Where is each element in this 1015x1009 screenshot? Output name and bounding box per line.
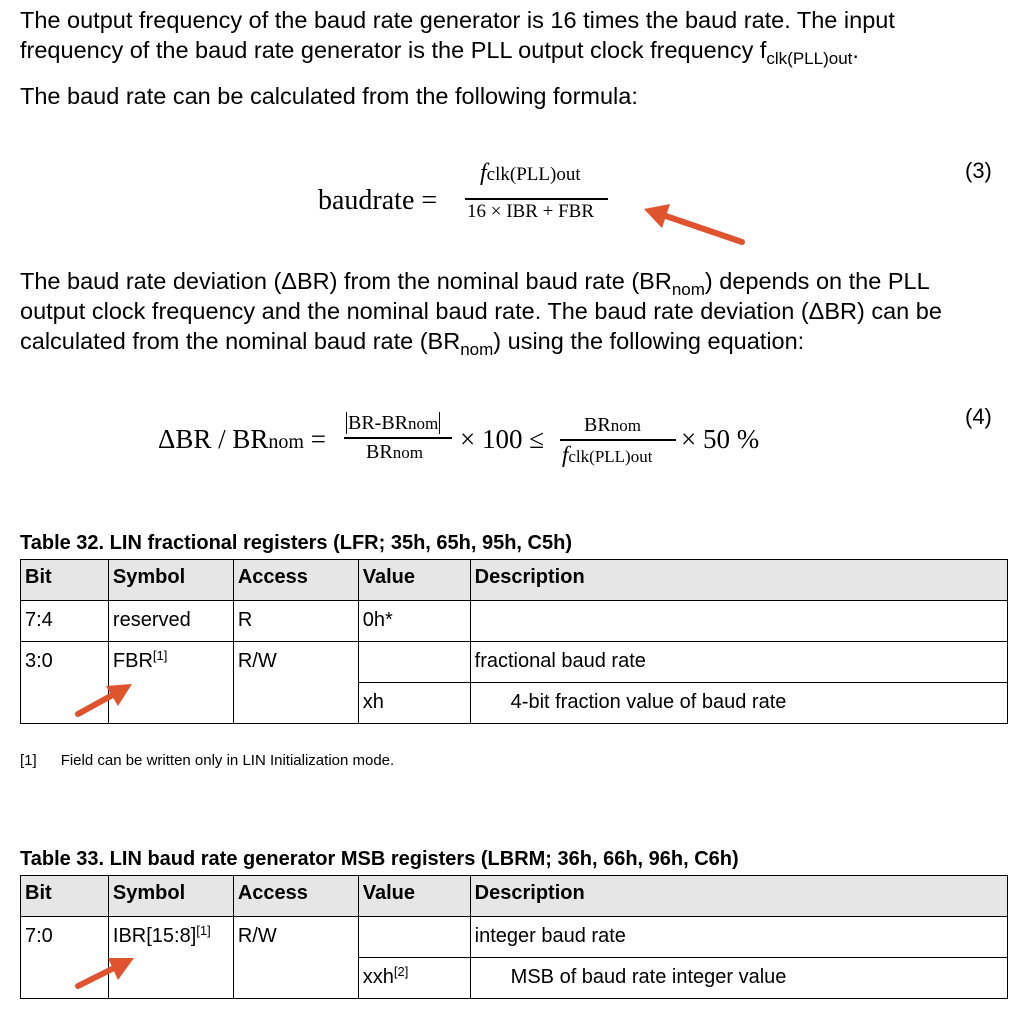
- table33-header-row: [21, 876, 1008, 917]
- col-header-description: Description: [470, 876, 1007, 917]
- cell-symbol: reserved: [108, 601, 233, 642]
- footnote-ref: [1]: [196, 923, 211, 938]
- footnote: [20, 752, 394, 769]
- eq3-lhs: baudrate =: [318, 185, 438, 216]
- col-header-value: Value: [358, 876, 470, 917]
- intro-paragraph: [20, 5, 1005, 68]
- cell-bit: 7:4: [21, 601, 109, 642]
- eq4-tail: × 50 %: [681, 424, 760, 454]
- cell-bit: 7:0: [21, 917, 109, 999]
- col-header-value: Value: [358, 560, 470, 601]
- arrow-annotation-icon: [70, 678, 140, 723]
- symbol-text: IBR[15:8]: [112, 925, 197, 947]
- footnote-ref: [1]: [152, 648, 168, 663]
- cell-description: integer baud rate: [470, 917, 1007, 958]
- eq4-f1-den-sub: nom: [392, 443, 423, 462]
- deviation-line-3: [20, 326, 1005, 359]
- eq4-frac1-denominator: [366, 441, 423, 464]
- period: .: [852, 37, 859, 63]
- arrow-annotation-icon: [640, 200, 750, 250]
- dev-l1-sub: nom: [671, 280, 705, 299]
- intro-line-1: The output frequency of the baud rate generator is 16 times the baud rate. The input: [20, 7, 895, 33]
- cell-description: 4-bit fraction value of baud rate: [470, 683, 1007, 724]
- table32-caption: Table 32. LIN fractional registers (LFR; 35h, 65h, 95h, C5h): [20, 532, 572, 554]
- col-header-bit: Bit: [21, 560, 109, 601]
- col-header-access: Access: [233, 876, 358, 917]
- table33: [20, 875, 1008, 999]
- cell-value: [358, 917, 470, 958]
- eq3-fraction-bar: [465, 198, 608, 200]
- eq3-number: (3): [965, 158, 992, 183]
- eq4-frac2-denominator: [562, 442, 652, 468]
- col-header-symbol: Symbol: [108, 876, 233, 917]
- deviation-paragraph: [20, 266, 1005, 359]
- table-row: [21, 601, 1008, 642]
- eq4-lhs-sub: nom: [268, 431, 304, 453]
- formula-intro: The baud rate can be calculated from the following formula:: [20, 83, 638, 109]
- cell-value: [358, 642, 470, 683]
- arrow-annotation-icon: [70, 950, 140, 995]
- cell-description: fractional baud rate: [470, 642, 1007, 683]
- cell-value: xh: [358, 683, 470, 724]
- cell-bit: 3:0: [21, 642, 109, 724]
- table-row: [21, 642, 1008, 683]
- dev-l1-a: The baud rate deviation (ΔBR) from the nominal baud rate (BR: [20, 268, 672, 294]
- eq4-equals: =: [310, 424, 326, 454]
- col-header-access: Access: [233, 560, 358, 601]
- eq4-frac2-numerator: [584, 414, 641, 437]
- eq4-f2-num-sub: nom: [610, 416, 641, 435]
- eq4-f1-num-sub: nom: [408, 414, 439, 433]
- eq4-frac2-bar: [560, 439, 676, 441]
- eq4-f1-den-text: BR: [366, 441, 393, 463]
- eq4-frac1-numerator: [346, 412, 440, 435]
- table32-header-row: [21, 560, 1008, 601]
- cell-access: R/W: [233, 917, 358, 999]
- table33-caption: Table 33. LIN baud rate generator MSB registers (LBRM; 36h, 66h, 96h, C6h): [20, 848, 739, 870]
- cell-access: R/W: [233, 642, 358, 724]
- dev-l3-a: calculated from the nominal baud rate (BR: [20, 328, 461, 354]
- eq3-f-subscript: clk(PLL)out: [486, 164, 581, 185]
- col-header-symbol: Symbol: [108, 560, 233, 601]
- value-text: xxh: [362, 966, 394, 988]
- eq4-f2-den-f: f: [562, 442, 569, 467]
- eq4-lhs: [158, 424, 326, 455]
- eq4-frac1-bar: [344, 437, 452, 439]
- eq4-f1-num-text: BR-BR: [348, 412, 409, 434]
- eq4-lhs-text: ΔBR / BR: [158, 424, 269, 454]
- footnote-mark: [1]: [20, 752, 37, 769]
- intro-line-2-text: frequency of the baud rate generator is the PLL output clock frequency f: [20, 37, 767, 63]
- deviation-line-2: output clock frequency and the nominal baud rate. The baud rate deviation (ΔBR) can be: [20, 298, 942, 324]
- eq3-f-symbol: f: [480, 160, 487, 186]
- eq4-f2-num-text: BR: [584, 414, 611, 436]
- dev-l3-sub: nom: [460, 340, 494, 359]
- symbol-text: FBR: [112, 650, 153, 672]
- table-row: [21, 917, 1008, 958]
- eq4-number: (4): [965, 404, 992, 429]
- col-header-description: Description: [470, 560, 1007, 601]
- table32: [20, 559, 1008, 724]
- footnote-ref: [2]: [393, 964, 409, 979]
- cell-value: 0h*: [358, 601, 470, 642]
- cell-value: [358, 958, 470, 999]
- col-header-bit: Bit: [21, 876, 109, 917]
- cell-access: R: [233, 601, 358, 642]
- cell-description: [470, 601, 1007, 642]
- fclk-subscript: clk(PLL)out: [766, 49, 853, 68]
- dev-l1-b: ) depends on the PLL: [704, 268, 930, 294]
- cell-description: MSB of baud rate integer value: [470, 958, 1007, 999]
- eq3-numerator: [480, 160, 581, 187]
- intro-line-2: [20, 35, 1005, 68]
- footnote-text: Field can be written only in LIN Initialization mode.: [60, 752, 395, 769]
- eq4-mid: × 100 ≤: [460, 424, 545, 454]
- eq4-f2-den-sub: clk(PLL)out: [568, 447, 653, 466]
- eq3-denominator: 16 × IBR + FBR: [467, 201, 595, 222]
- deviation-line-1: [20, 266, 1005, 299]
- dev-l3-b: ) using the following equation:: [493, 328, 805, 354]
